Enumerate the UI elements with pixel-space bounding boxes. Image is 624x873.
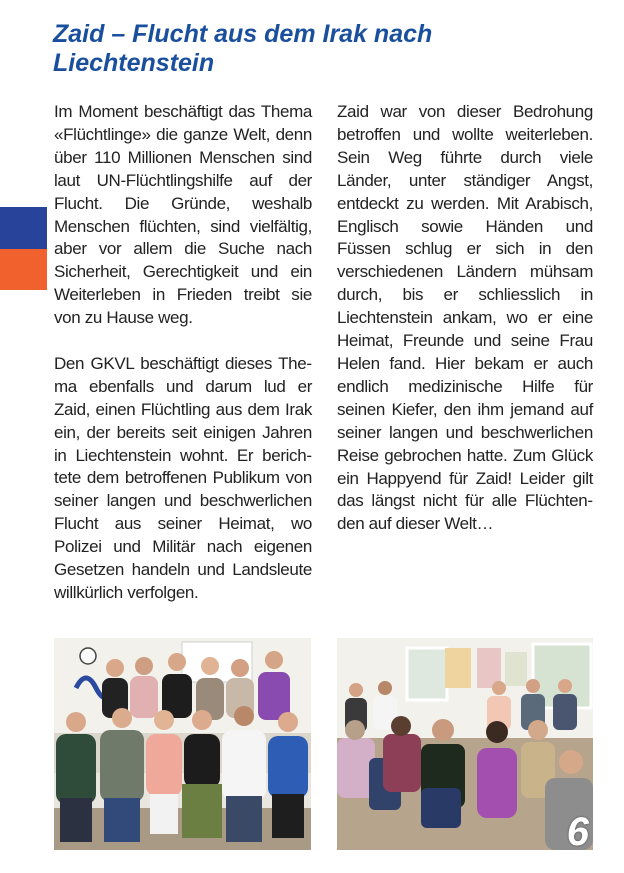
paragraph: Den GKVL beschäftigt dieses Thema ebenfalls und darum lud er Zaid, einen Flüchtling aus dem Irak ein, der bereits seit einigen Jahren in Liechtenstein wohnt. Er berichtete dem betroffenen Publikum von seiner langen und beschwerlichen Flucht aus seiner Heimat, wo Polizei und Militär nach eigenen Gesetzen handeln und Landsleute willkürlich verfolgen. bbox=[54, 353, 312, 603]
paragraph: Zaid war von dieser Bedrohung betroffen und wollte weiterleben. Sein Weg führte durch viele Länder, unter ständiger Angst, entdeckt zu werden. Mit Arabisch, Englisch sowie Händen und Füssen schlug er sich in den verschiedenen Ländern mühsam durch, bis er schliesslich in Liechtenstein ankam, wo er eine Heimat, Freunde und seine Frau Helen fand. Hier bekam er auch endlich medizinische Hilfe für seinen Kiefer, den ihm jemand auf seiner langen und beschwerlichen Reise gebrochen hatte. Zum Glück ein Happyend für Zaid! Leider gilt das längst nicht für alle Flüchtenden auf dieser Welt… bbox=[337, 102, 593, 534]
paragraph: Im Moment beschäftigt das Thema «Flüchtlinge» die ganze Welt, denn über 110 Millionen Menschen sind laut UN-Flüchtlingshilfe auf der Flucht. Die Gründe, weshalb Menschen flüchten, sind vielfältig, aber vor allem die Suche nach Sicherheit, Gerechtigkeit und ein Weiterleben in Frieden treibt sie von zu Hause weg. bbox=[54, 102, 312, 328]
accent-bar-orange bbox=[0, 249, 47, 290]
accent-bar-blue bbox=[0, 207, 47, 249]
audience-photo bbox=[337, 638, 593, 850]
text-column-left bbox=[54, 101, 312, 605]
group-photo bbox=[54, 638, 311, 850]
text-column-right bbox=[337, 101, 593, 536]
article-title: Zaid – Flucht aus dem Irak nach Liechtenstein bbox=[53, 20, 433, 77]
page-number: 6 bbox=[566, 810, 589, 850]
